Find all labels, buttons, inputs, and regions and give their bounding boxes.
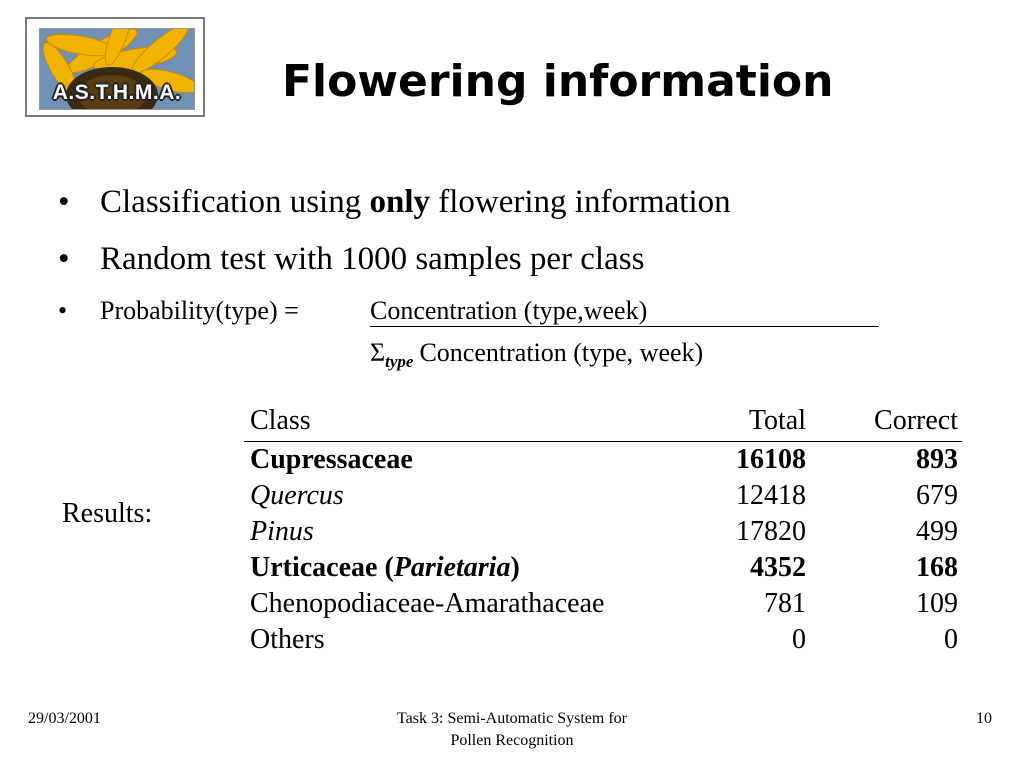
header-correct: Correct [806, 401, 962, 442]
sum-symbol: Σ [370, 338, 386, 367]
footer-title [352, 708, 672, 752]
footer-date: 29/03/2001 [28, 710, 101, 727]
bullet-text: Random test with 1000 samples per class [100, 241, 645, 277]
cell-class: Chenopodiaceae-Amarathaceae [250, 588, 605, 619]
table-row [244, 442, 962, 479]
fraction-bar [370, 326, 879, 327]
bullet-icon: • [58, 184, 70, 220]
footer-title-line: Pollen Recognition [450, 732, 574, 749]
cell-total: 4352 [750, 552, 806, 583]
bullet-text-part: flowering information [430, 184, 731, 220]
results-table [244, 401, 962, 658]
bullet-text [100, 182, 731, 222]
cell-correct: 168 [916, 552, 958, 583]
cell-class: Cupressaceae [250, 444, 413, 475]
logo-image [39, 28, 195, 110]
cell-correct: 109 [916, 588, 958, 619]
table-row [244, 622, 962, 658]
logo [25, 17, 205, 117]
bullet-item [58, 239, 644, 279]
page-number: 10 [976, 710, 992, 727]
table-row [244, 478, 962, 514]
bullet-text-part: Classification using [100, 184, 370, 220]
cell-class [244, 550, 698, 586]
results-label: Results: [62, 498, 153, 529]
table-header-row [244, 401, 962, 442]
formula-numerator: Concentration (type,week) [370, 296, 648, 325]
table-row [244, 514, 962, 550]
cell-total: 781 [764, 588, 806, 619]
cell-total: 12418 [736, 480, 806, 511]
header-total: Total [698, 401, 806, 442]
footer-title-line: Task 3: Semi-Automatic System for [397, 710, 627, 727]
denominator-text: Concentration (type, week) [419, 338, 704, 367]
cell-correct: 499 [916, 516, 958, 547]
bullet-item [58, 182, 731, 222]
formula-denominator [370, 336, 703, 373]
cell-total: 16108 [736, 444, 806, 475]
table-row [244, 586, 962, 622]
cell-class: Others [250, 624, 325, 655]
cell-correct: 893 [916, 444, 958, 475]
cell-correct: 679 [916, 480, 958, 511]
header-class: Class [244, 401, 698, 442]
cell-total: 17820 [736, 516, 806, 547]
cell-class-part: Urticaceae ( [250, 552, 394, 583]
table-row [244, 550, 962, 586]
slide-title: Flowering information [282, 56, 834, 107]
bullet-icon: • [58, 241, 70, 277]
bullet-text: Probability(type) = [100, 296, 299, 325]
bullet-item [58, 294, 299, 328]
cell-class-italic: Parietaria [393, 552, 511, 583]
sum-subscript: type [385, 352, 414, 371]
logo-text: A.S.T.H.M.A. [52, 81, 182, 104]
bullet-icon: • [58, 296, 68, 325]
cell-class: Quercus [250, 480, 344, 511]
cell-class-part: ) [510, 552, 520, 583]
cell-class: Pinus [250, 516, 314, 547]
bullet-emphasis: only [369, 184, 431, 220]
cell-total: 0 [792, 624, 806, 655]
cell-correct: 0 [944, 624, 958, 655]
